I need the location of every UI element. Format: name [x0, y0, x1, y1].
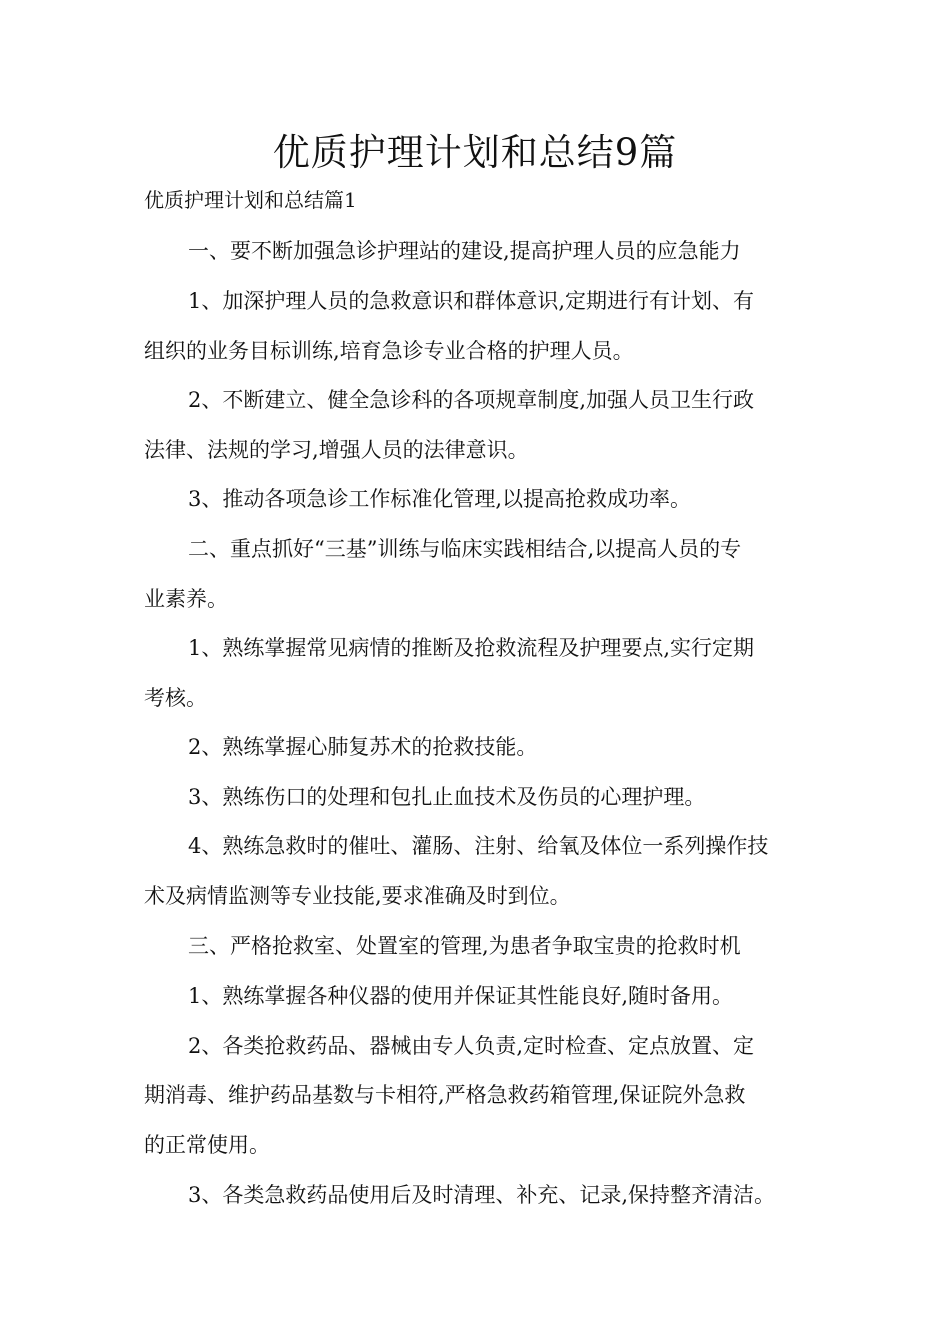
body-line: 术及病情监测等专业技能,要求准确及时到位。	[144, 884, 571, 908]
body-line: 三、严格抢救室、处置室的管理,为患者争取宝贵的抢救时机	[188, 934, 741, 958]
body-line: 1、熟练掌握各种仪器的使用并保证其性能良好,随时备用。	[188, 984, 734, 1008]
body-line: 3、各类急救药品使用后及时清理、补充、记录,保持整齐清洁。	[188, 1183, 776, 1207]
body-line: 1、熟练掌握常见病情的推断及抢救流程及护理要点,实行定期	[188, 636, 755, 660]
body-line: 2、熟练掌握心肺复苏术的抢救技能。	[188, 735, 538, 759]
body-line: 二、重点抓好“三基”训练与临床实践相结合,以提高人员的专	[188, 537, 742, 561]
body-line: 的正常使用。	[144, 1133, 270, 1157]
body-line: 2、不断建立、健全急诊科的各项规章制度,加强人员卫生行政	[188, 388, 755, 412]
body-line: 3、熟练伤口的处理和包扎止血技术及伤员的心理护理。	[188, 785, 706, 809]
body-line: 业素养。	[144, 587, 228, 611]
body-line: 法律、法规的学习,增强人员的法律意识。	[144, 438, 529, 462]
body-line: 组织的业务目标训练,培育急诊专业合格的护理人员。	[144, 339, 634, 363]
body-line: 4、熟练急救时的催吐、灌肠、注射、给氧及体位一系列操作技	[188, 834, 769, 858]
body-line: 3、推动各项急诊工作标准化管理,以提高抢救成功率。	[188, 487, 692, 511]
section-heading: 优质护理计划和总结篇1	[144, 188, 357, 212]
body-line: 考核。	[144, 686, 207, 710]
body-line: 2、各类抢救药品、器械由专人负责,定时检查、定点放置、定	[188, 1034, 755, 1058]
document-title: 优质护理计划和总结9篇	[272, 131, 678, 174]
body-line: 1、加深护理人员的急救意识和群体意识,定期进行有计划、有	[188, 289, 755, 313]
body-line: 期消毒、维护药品基数与卡相符,严格急救药箱管理,保证院外急救	[144, 1083, 746, 1107]
body-line: 一、要不断加强急诊护理站的建设,提高护理人员的应急能力	[188, 239, 741, 263]
